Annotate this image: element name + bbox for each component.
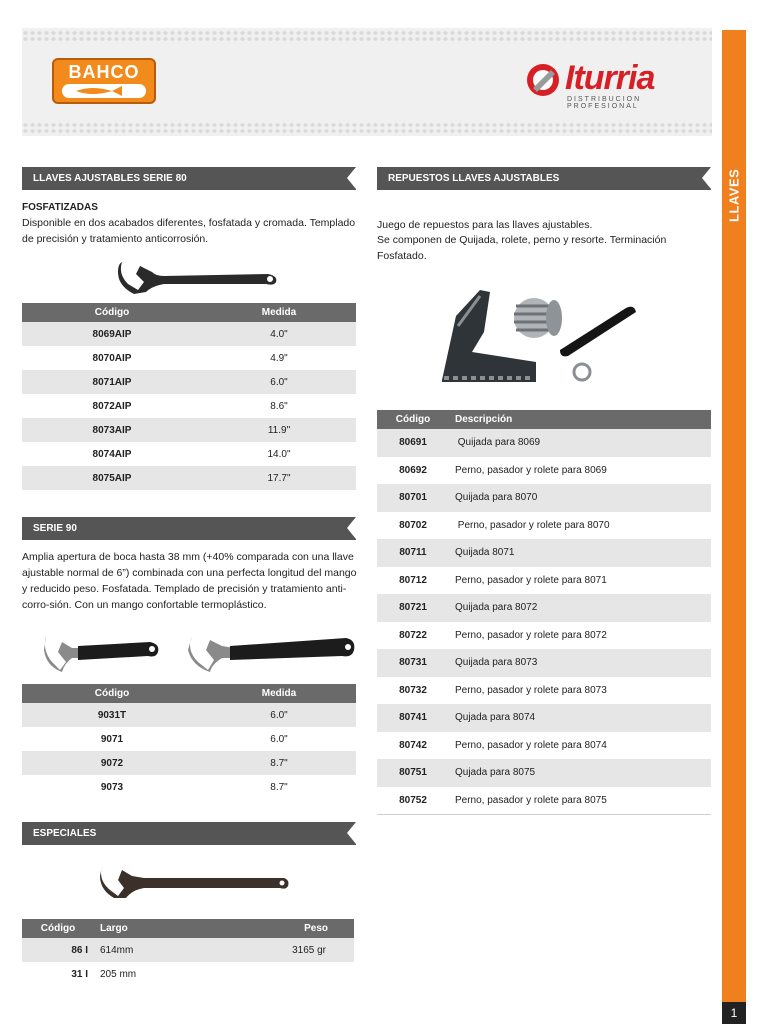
table-cell-description: Perno, pasador y rolete para 8071 xyxy=(449,567,711,595)
table-cell-code: 8072AIP xyxy=(22,394,202,418)
column-header: Medida xyxy=(202,303,356,322)
table-cell-weight xyxy=(236,962,354,986)
bahco-logo-text: BAHCO xyxy=(68,62,140,82)
table-header-row xyxy=(22,684,356,703)
table-cell-size: 14.0" xyxy=(202,442,356,466)
table-cell-size: 6.0" xyxy=(202,727,356,751)
table-cell-description: Quijada para 8069 xyxy=(449,429,711,457)
table-row xyxy=(377,704,711,732)
table-row xyxy=(22,466,356,490)
table-row xyxy=(22,322,356,346)
section-title: ESPECIALES xyxy=(33,828,97,839)
table-cell-code: 8073AIP xyxy=(22,418,202,442)
table-cell-code: 8070AIP xyxy=(22,346,202,370)
table-row xyxy=(377,594,711,622)
section-description-line-1: Juego de repuestos para las llaves ajustables. xyxy=(377,219,593,231)
table-row xyxy=(22,751,356,775)
adjustable-wrench-image xyxy=(116,254,281,296)
table-cell-code: 80711 xyxy=(377,539,449,567)
table-cell-description: Quijada para 8073 xyxy=(449,649,711,677)
table-cell-code: 80751 xyxy=(377,759,449,787)
section-header-especiales xyxy=(22,822,356,845)
section-title: REPUESTOS LLAVES AJUSTABLES xyxy=(388,173,560,184)
table-cell-description: Quijada para 8070 xyxy=(449,484,711,512)
table-cell-code: 9071 xyxy=(22,727,202,751)
table-cell-code: 86 I xyxy=(22,938,94,962)
table-cell-code: 8069AIP xyxy=(22,322,202,346)
column-header: Peso xyxy=(236,919,354,938)
table-cell-code: 8075AIP xyxy=(22,466,202,490)
adjustable-wrench-image xyxy=(42,630,162,674)
table-row xyxy=(22,938,354,962)
table-row xyxy=(22,418,356,442)
table-row xyxy=(22,703,356,727)
table-cell-size: 8.7" xyxy=(202,775,356,799)
table-row xyxy=(377,512,711,540)
table-cell-code: 8074AIP xyxy=(22,442,202,466)
table-row xyxy=(22,442,356,466)
table-cell-size: 4.9" xyxy=(202,346,356,370)
table-cell-description: Quijada 8071 xyxy=(449,539,711,567)
table-cell-code: 8071AIP xyxy=(22,370,202,394)
iturria-logo-icon xyxy=(525,62,561,98)
table-cell-code: 80712 xyxy=(377,567,449,595)
table-cell-description: Perno, pasador y rolete para 8075 xyxy=(449,787,711,815)
table-cell-length: 614mm xyxy=(94,938,236,962)
table-cell-code: 80741 xyxy=(377,704,449,732)
table-cell-code: 80702 xyxy=(377,512,449,540)
table-row xyxy=(22,727,356,751)
adjustable-wrench-image xyxy=(186,628,358,674)
table-cell-code: 80722 xyxy=(377,622,449,650)
table-cell-description: Perno, pasador y rolete para 8070 xyxy=(449,512,711,540)
serie-90-table xyxy=(22,684,356,799)
table-cell-code: 80742 xyxy=(377,732,449,760)
side-tab-label: LLAVES xyxy=(726,168,742,222)
table-cell-description: Perno, pasador y rolete para 8074 xyxy=(449,732,711,760)
spare-parts-image xyxy=(436,286,642,390)
section-header-repuestos xyxy=(377,167,711,190)
table-row xyxy=(377,539,711,567)
section-header-serie-80 xyxy=(22,167,356,190)
table-cell-description: Perno, pasador y rolete para 8073 xyxy=(449,677,711,705)
table-cell-size: 8.6" xyxy=(202,394,356,418)
table-row xyxy=(377,567,711,595)
table-cell-size: 4.0" xyxy=(202,322,356,346)
column-header: Código xyxy=(377,410,449,429)
table-row xyxy=(377,484,711,512)
column-header: Largo xyxy=(94,919,236,938)
section-description: Disponible en dos acabados diferentes, fosfatada y cromada. Templado de precisión y tratamiento anticorrosión. xyxy=(22,217,356,245)
page-number: 1 xyxy=(722,1002,746,1024)
table-cell-length: 205 mm xyxy=(94,962,236,986)
table-row xyxy=(377,649,711,677)
table-row xyxy=(22,394,356,418)
header-pattern-bottom xyxy=(22,122,712,134)
repuestos-table xyxy=(377,410,711,814)
iturria-logo-subtitle: DISTRIBUCION PROFESIONAL xyxy=(567,96,642,110)
adjustable-wrench-image xyxy=(98,856,292,900)
section-description-line-2: Se componen de Quijada, rolete, perno y resorte. Terminación Fosfatado. xyxy=(377,234,667,262)
column-header: Código xyxy=(22,919,94,938)
table-cell-description: Perno, pasador y rolete para 8072 xyxy=(449,622,711,650)
table-cell-code: 9073 xyxy=(22,775,202,799)
table-cell-code: 31 I xyxy=(22,962,94,986)
table-cell-code: 80721 xyxy=(377,594,449,622)
table-cell-code: 80752 xyxy=(377,787,449,815)
table-cell-code: 80731 xyxy=(377,649,449,677)
table-cell-weight: 3165 gr xyxy=(236,938,354,962)
column-header: Medida xyxy=(202,684,356,703)
table-header-row xyxy=(22,919,354,938)
iturria-logo-text: Iturria xyxy=(565,59,655,97)
section-header-serie-90 xyxy=(22,517,356,540)
table-row xyxy=(22,346,356,370)
table-cell-description: Quijada para 8072 xyxy=(449,594,711,622)
table-row xyxy=(377,759,711,787)
table-bottom-rule xyxy=(377,814,711,815)
table-row xyxy=(377,732,711,760)
table-cell-size: 8.7" xyxy=(202,751,356,775)
bahco-logo xyxy=(52,58,156,104)
section-subtitle: FOSFATIZADAS xyxy=(22,202,98,213)
fish-icon xyxy=(62,84,146,98)
table-header-row xyxy=(377,410,711,429)
table-row xyxy=(377,429,711,457)
section-title: LLAVES AJUSTABLES SERIE 80 xyxy=(33,173,187,184)
table-cell-code: 9031T xyxy=(22,703,202,727)
column-header: Código xyxy=(22,303,202,322)
table-cell-size: 6.0" xyxy=(202,703,356,727)
column-header: Descripción xyxy=(449,410,711,429)
table-row xyxy=(22,370,356,394)
table-row xyxy=(377,677,711,705)
table-row xyxy=(377,622,711,650)
table-row xyxy=(22,775,356,799)
table-row xyxy=(377,457,711,485)
table-cell-description: Perno, pasador y rolete para 8069 xyxy=(449,457,711,485)
header-pattern-top xyxy=(22,30,712,42)
table-cell-code: 80732 xyxy=(377,677,449,705)
table-row xyxy=(377,787,711,815)
column-header: Código xyxy=(22,684,202,703)
table-header-row xyxy=(22,303,356,322)
table-cell-size: 17.7" xyxy=(202,466,356,490)
serie-80-table xyxy=(22,303,356,490)
table-cell-description: Qujada para 8075 xyxy=(449,759,711,787)
table-cell-size: 11.9" xyxy=(202,418,356,442)
table-cell-code: 9072 xyxy=(22,751,202,775)
table-cell-code: 80691 xyxy=(377,429,449,457)
section-description: Amplia apertura de boca hasta 38 mm (+40% comparada con una llave ajustable normal de 6”) combinada con una perfecta longitud del mango y reducido peso. Fosfatada. Templado de precisión y tratamiento anti-corro-sión. Con un mango confortable termoplástico. xyxy=(22,551,357,611)
table-cell-description: Qujada para 8074 xyxy=(449,704,711,732)
section-title: SERIE 90 xyxy=(33,523,77,534)
table-cell-size: 6.0" xyxy=(202,370,356,394)
table-row xyxy=(22,962,354,986)
table-cell-code: 80701 xyxy=(377,484,449,512)
iturria-logo xyxy=(525,58,690,110)
especiales-table xyxy=(22,919,354,986)
table-cell-code: 80692 xyxy=(377,457,449,485)
